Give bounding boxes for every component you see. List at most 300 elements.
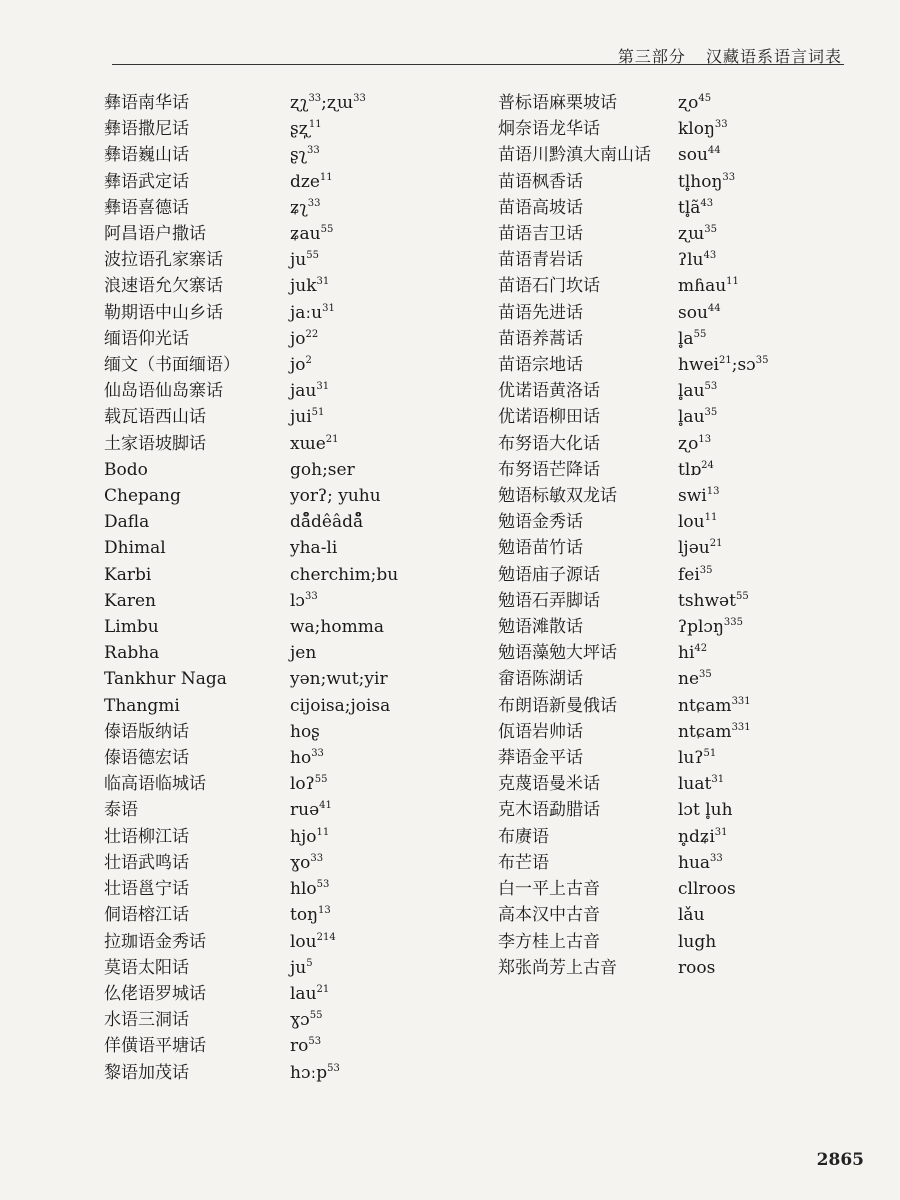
word-form	[290, 404, 324, 430]
tone-superscript: 2	[305, 355, 312, 367]
word-form	[678, 116, 728, 142]
form-text: lou	[290, 931, 317, 952]
tone-superscript: 51	[703, 748, 717, 760]
form-text: sou	[678, 302, 708, 323]
word-entry-row	[104, 719, 494, 745]
tone-superscript: 22	[305, 328, 319, 340]
tone-superscript: 44	[707, 302, 721, 314]
word-entry-row	[498, 457, 798, 483]
word-entry-row	[498, 693, 798, 719]
form-text: ʔplɔŋ	[678, 617, 724, 638]
form-text: yha-li	[290, 538, 338, 559]
form-text: jen	[290, 643, 317, 664]
word-entry-row	[104, 902, 494, 928]
word-entry-row	[104, 431, 494, 457]
form-text: sou	[678, 145, 708, 166]
tone-superscript: 21	[709, 538, 723, 550]
form-text: tlɒ	[678, 459, 702, 480]
word-entry-row	[104, 457, 494, 483]
word-entry-row	[104, 483, 494, 509]
word-form	[290, 1060, 340, 1086]
word-entry-row	[104, 562, 494, 588]
word-form	[678, 378, 717, 404]
form-text: wa;homma	[290, 617, 384, 638]
form-text: jau	[290, 381, 317, 402]
word-entry-row	[104, 169, 494, 195]
word-entry-row	[104, 955, 494, 981]
tone-superscript: 33	[307, 197, 321, 209]
language-name: 彝语喜德话	[104, 197, 189, 218]
language-name: 缅文（书面缅语）	[104, 355, 240, 376]
tone-superscript: 335	[723, 617, 743, 629]
tone-superscript: 51	[311, 407, 325, 419]
language-name: 水语三洞话	[104, 1010, 189, 1031]
tone-superscript: 53	[316, 879, 330, 891]
word-entry-row	[498, 535, 798, 561]
form-text: ljəu	[678, 538, 710, 559]
language-name: 苗语先进话	[498, 302, 583, 323]
language-name: 勉语标敏双龙话	[498, 486, 617, 507]
language-name: 傣语德宏话	[104, 748, 189, 769]
word-entry-row	[498, 90, 798, 116]
form-text: jo	[290, 328, 306, 349]
form-text: yorʔ; yuhu	[290, 486, 381, 507]
language-name: 勉语石弄脚话	[498, 590, 600, 611]
tone-superscript: 55	[309, 1010, 323, 1022]
word-entry-row	[104, 300, 494, 326]
word-form	[290, 1007, 322, 1033]
right-column	[498, 90, 798, 981]
word-form	[678, 745, 716, 771]
word-entry-row	[104, 195, 494, 221]
word-entry-row	[498, 719, 798, 745]
form-text: ne	[678, 669, 700, 690]
tone-superscript: 33	[710, 852, 723, 864]
word-form	[678, 169, 735, 195]
word-form	[290, 457, 355, 483]
language-name: 莽语金平话	[498, 748, 583, 769]
word-form	[678, 483, 719, 509]
language-name: 布努语芒降话	[498, 459, 600, 480]
form-text: l̥a	[678, 328, 694, 349]
word-form	[678, 326, 706, 352]
word-entry-row	[498, 850, 798, 876]
word-entry-row	[104, 90, 494, 116]
word-entry-row	[104, 1060, 494, 1086]
form-text: l̥au	[678, 407, 705, 428]
tone-superscript: 31	[322, 302, 335, 314]
language-name: 布赓语	[498, 826, 549, 847]
word-form	[678, 273, 739, 299]
language-name: Chepang	[104, 486, 181, 507]
language-name: 临高语临城话	[104, 774, 206, 795]
word-form	[678, 509, 717, 535]
word-form	[290, 797, 332, 823]
word-form	[290, 378, 329, 404]
word-form	[678, 588, 749, 614]
tone-superscript: 31	[316, 276, 330, 288]
word-form	[290, 745, 324, 771]
word-form	[678, 824, 728, 850]
tone-superscript: 21	[325, 433, 339, 445]
language-name: 勉语滩散话	[498, 617, 583, 638]
language-name: 莫语太阳话	[104, 957, 189, 978]
form-text: ʑau	[290, 224, 321, 245]
language-name: 壮语邕宁话	[104, 879, 189, 900]
language-name: 拉珈语金秀话	[104, 931, 206, 952]
language-name: 彝语南华话	[104, 93, 189, 113]
tone-superscript: 13	[318, 905, 331, 917]
word-form	[290, 929, 336, 955]
language-name: 苗语吉卫话	[498, 224, 583, 245]
word-form	[678, 562, 713, 588]
tone-superscript: 53	[704, 381, 718, 393]
word-form	[290, 221, 333, 247]
tone-superscript: 35	[704, 224, 718, 236]
tone-superscript: 31	[711, 774, 725, 786]
word-entry-row	[498, 352, 798, 378]
language-name: 侗语榕江话	[104, 905, 189, 926]
word-form	[290, 352, 312, 378]
language-name: 克木语勐腊话	[498, 800, 600, 821]
form-text: ʔlu	[678, 250, 704, 271]
form-text: toŋ	[290, 905, 319, 926]
tone-superscript: 214	[316, 931, 336, 943]
word-form	[678, 352, 768, 378]
form-text: ɣo	[290, 852, 311, 873]
word-entry-row	[104, 326, 494, 352]
word-entry-row	[498, 404, 798, 430]
language-name: 优诺语柳田话	[498, 407, 600, 428]
language-name: 苗语宗地话	[498, 355, 583, 376]
word-entry-row	[498, 509, 798, 535]
language-name: Dafla	[104, 512, 150, 533]
form-text: goh;ser	[290, 459, 355, 480]
header-title: 汉藏语系语言词表	[705, 47, 842, 66]
form-text: loʔ	[290, 774, 315, 795]
word-form	[290, 247, 319, 273]
form-text: cijoisa;joisa	[290, 695, 391, 716]
language-name: 白一平上古音	[498, 879, 600, 900]
word-form	[290, 955, 313, 981]
word-form	[290, 614, 384, 640]
word-entry-row	[498, 666, 798, 692]
language-name: 布朗语新曼俄话	[498, 695, 617, 716]
word-entry-row	[498, 797, 798, 823]
language-name: Karbi	[104, 564, 152, 585]
tone-superscript: 13	[706, 486, 720, 498]
form-text: lɔ	[290, 590, 305, 611]
word-entry-row	[498, 955, 798, 981]
word-form	[290, 719, 320, 745]
form-text: lugh	[678, 931, 717, 952]
tone-superscript: 55	[320, 224, 334, 236]
word-form	[678, 719, 751, 745]
form-text: swi	[678, 486, 707, 507]
word-form	[290, 1033, 321, 1059]
word-form	[290, 509, 363, 535]
word-form	[290, 300, 335, 326]
word-entry-row	[498, 929, 798, 955]
tone-superscript: 24	[701, 459, 714, 471]
word-entry-row	[104, 850, 494, 876]
word-entry-row	[104, 142, 494, 168]
tone-superscript: 331	[731, 695, 751, 707]
word-entry-row	[104, 352, 494, 378]
form-text: ʐʅ	[290, 93, 309, 113]
word-form	[678, 640, 707, 666]
language-name: 彝语巍山话	[104, 145, 189, 166]
form-text: jui	[290, 407, 312, 428]
form-text: n̥dʑi	[678, 826, 715, 847]
language-name: 苗语养蒿话	[498, 328, 583, 349]
tone-superscript: 31	[714, 826, 728, 838]
tone-superscript: 44	[707, 145, 721, 157]
word-form	[678, 431, 711, 457]
form-text: fei	[678, 564, 700, 585]
tone-superscript: 33	[722, 171, 736, 183]
language-name: 勉语藻勉大坪话	[498, 643, 617, 664]
form-text: hoʂ	[290, 721, 320, 742]
word-entry-row	[498, 273, 798, 299]
language-name: 土家语坡脚话	[104, 433, 206, 454]
word-form	[290, 483, 381, 509]
form-text: ju	[290, 250, 307, 271]
form-text: lǎu	[678, 905, 705, 926]
tone-superscript: 33	[308, 93, 322, 104]
form-text: hlo	[290, 879, 317, 900]
word-entry-row	[498, 902, 798, 928]
word-entry-row	[104, 614, 494, 640]
tone-superscript: 55	[693, 328, 707, 340]
word-entry-row	[498, 142, 798, 168]
form-text: tl̥ã	[678, 197, 701, 218]
word-form	[678, 300, 721, 326]
language-name: 勉语庙子源话	[498, 564, 600, 585]
tone-superscript: 43	[703, 250, 717, 262]
word-entry-row	[104, 666, 494, 692]
tone-superscript: 45	[698, 93, 712, 104]
word-entry-row	[498, 640, 798, 666]
word-form	[290, 562, 398, 588]
word-form	[290, 588, 318, 614]
language-name: 郑张尚芳上古音	[498, 957, 617, 978]
left-column	[104, 90, 494, 1086]
tone-superscript: 43	[700, 197, 714, 209]
form-text: ho	[290, 748, 312, 769]
form-text: juk	[290, 276, 317, 297]
form-text: ro	[290, 1036, 309, 1057]
language-name: 苗语川黔滇大南山话	[498, 145, 651, 166]
language-name: 优诺语黄洛话	[498, 381, 600, 402]
language-name: 李方桂上古音	[498, 931, 600, 952]
word-form	[678, 850, 723, 876]
word-form	[290, 771, 328, 797]
tone-superscript: 35	[699, 669, 712, 681]
word-form	[678, 693, 751, 719]
language-name: 畲语陈湖话	[498, 669, 583, 690]
word-entry-row	[104, 273, 494, 299]
word-form	[290, 169, 333, 195]
word-form	[290, 273, 329, 299]
word-form	[290, 824, 329, 850]
tone-superscript: 33	[714, 119, 728, 131]
word-form	[678, 666, 712, 692]
word-form	[290, 195, 321, 221]
form-text: yən;wut;yir	[290, 669, 388, 690]
form-text: ʑʅ	[290, 197, 308, 218]
form-text: ntɕam	[678, 721, 732, 742]
language-name: 彝语武定话	[104, 171, 189, 192]
word-form	[678, 614, 743, 640]
language-name: 波拉语孔家寨话	[104, 250, 223, 271]
word-entry-row	[104, 693, 494, 719]
word-form	[678, 797, 733, 823]
form-text: cllroos	[678, 879, 736, 900]
tone-superscript: 42	[694, 643, 708, 655]
word-entry-row	[104, 981, 494, 1007]
tone-superscript-alt: 35	[755, 355, 769, 367]
word-entry-row	[498, 483, 798, 509]
language-name: 傣语版纳话	[104, 721, 189, 742]
language-name: 苗语高坡话	[498, 197, 583, 218]
tone-superscript: 21	[719, 355, 732, 367]
form-text: lau	[290, 983, 317, 1004]
form-text: mɦau	[678, 276, 727, 297]
form-text: l̥au	[678, 381, 705, 402]
form-text: ruə	[290, 800, 320, 821]
word-entry-row	[498, 614, 798, 640]
form-text: luʔ	[678, 748, 704, 769]
language-name: 壮语武鸣话	[104, 852, 189, 873]
header-part: 第三部分	[617, 47, 686, 66]
word-entry-row	[104, 1033, 494, 1059]
word-entry-row	[104, 1007, 494, 1033]
language-name: 阿昌语户撒话	[104, 224, 206, 245]
tone-superscript: 11	[316, 826, 330, 838]
word-entry-row	[498, 431, 798, 457]
form-text: ʐɯ	[678, 224, 705, 245]
tone-superscript: 33	[307, 145, 320, 157]
form-text: då̊dêâdå̊	[290, 512, 364, 533]
word-entry-row	[104, 116, 494, 142]
tone-superscript: 331	[731, 721, 751, 733]
tone-superscript: 33	[311, 748, 324, 760]
tone-superscript: 13	[698, 433, 712, 445]
tone-superscript: 11	[319, 171, 333, 183]
form-text: ntɕam	[678, 695, 732, 716]
word-entry-row	[498, 169, 798, 195]
form-text: ʂʅ	[290, 145, 307, 166]
word-form	[678, 535, 722, 561]
word-form	[290, 90, 366, 116]
language-name: 勒期语中山乡话	[104, 302, 223, 323]
word-entry-row	[498, 771, 798, 797]
word-form	[290, 640, 316, 666]
word-entry-row	[104, 535, 494, 561]
form-text: tl̥hoŋ	[678, 171, 723, 192]
tone-superscript: 35	[704, 407, 718, 419]
form-text: kloŋ	[678, 119, 715, 140]
tone-superscript: 21	[316, 983, 330, 995]
language-name: 布芒语	[498, 852, 549, 873]
word-entry-row	[498, 562, 798, 588]
language-name: 壮语柳江话	[104, 826, 189, 847]
word-form	[290, 116, 322, 142]
language-name: 佯僙语平塘话	[104, 1036, 206, 1057]
word-form	[290, 876, 329, 902]
word-entry-row	[498, 824, 798, 850]
language-name: Limbu	[104, 617, 159, 638]
language-name: 勉语金秀话	[498, 512, 583, 533]
tone-superscript: 11	[308, 119, 322, 131]
tone-superscript-alt: 33	[353, 93, 366, 104]
word-form	[290, 902, 331, 928]
tone-superscript: 33	[304, 590, 318, 602]
word-form	[678, 142, 721, 168]
word-entry-row	[104, 876, 494, 902]
word-entry-row	[104, 588, 494, 614]
form-text-alt: ;sɔ	[731, 355, 756, 376]
word-entry-row	[104, 378, 494, 404]
word-entry-row	[498, 300, 798, 326]
language-name: Karen	[104, 590, 156, 611]
word-form	[290, 666, 388, 692]
word-entry-row	[498, 378, 798, 404]
word-form	[290, 142, 320, 168]
word-entry-row	[104, 247, 494, 273]
form-text: xɯe	[290, 433, 326, 454]
word-entry-row	[104, 771, 494, 797]
language-name: 普标语麻栗坡话	[498, 93, 617, 113]
language-name: 浪速语允欠寨话	[104, 276, 223, 297]
form-text: jo	[290, 355, 306, 376]
form-text: lou	[678, 512, 705, 533]
word-form	[290, 850, 323, 876]
form-text: hua	[678, 852, 711, 873]
word-entry-row	[498, 247, 798, 273]
form-text: ʂʐ̩	[290, 119, 309, 140]
tone-superscript: 11	[726, 276, 739, 288]
tone-superscript: 55	[735, 590, 749, 602]
language-name: Rabha	[104, 643, 160, 664]
word-entry-row	[104, 824, 494, 850]
tone-superscript: 55	[306, 250, 319, 262]
language-name: 高本汉中古音	[498, 905, 600, 926]
word-entry-row	[104, 929, 494, 955]
word-entry-row	[104, 221, 494, 247]
language-name: Tankhur Naga	[104, 669, 227, 690]
form-text: jaːu	[290, 302, 323, 323]
header-rule	[112, 64, 844, 65]
language-name: 苗语青岩话	[498, 250, 583, 271]
form-text: lɔt l̥uh	[678, 800, 733, 821]
form-text: hwei	[678, 355, 719, 376]
tone-superscript: 11	[704, 512, 718, 524]
language-name: 仫佬语罗城话	[104, 983, 206, 1004]
word-form	[678, 247, 716, 273]
language-name: 载瓦语西山话	[104, 407, 206, 428]
word-form	[678, 221, 717, 247]
language-name: 苗语石门坎话	[498, 276, 600, 297]
word-entry-row	[104, 745, 494, 771]
tone-superscript: 53	[327, 1062, 340, 1074]
word-form	[290, 535, 337, 561]
language-name: 炯奈语龙华话	[498, 119, 600, 140]
tone-superscript: 35	[699, 564, 713, 576]
word-entry-row	[498, 195, 798, 221]
language-name: 苗语枫香话	[498, 171, 583, 192]
